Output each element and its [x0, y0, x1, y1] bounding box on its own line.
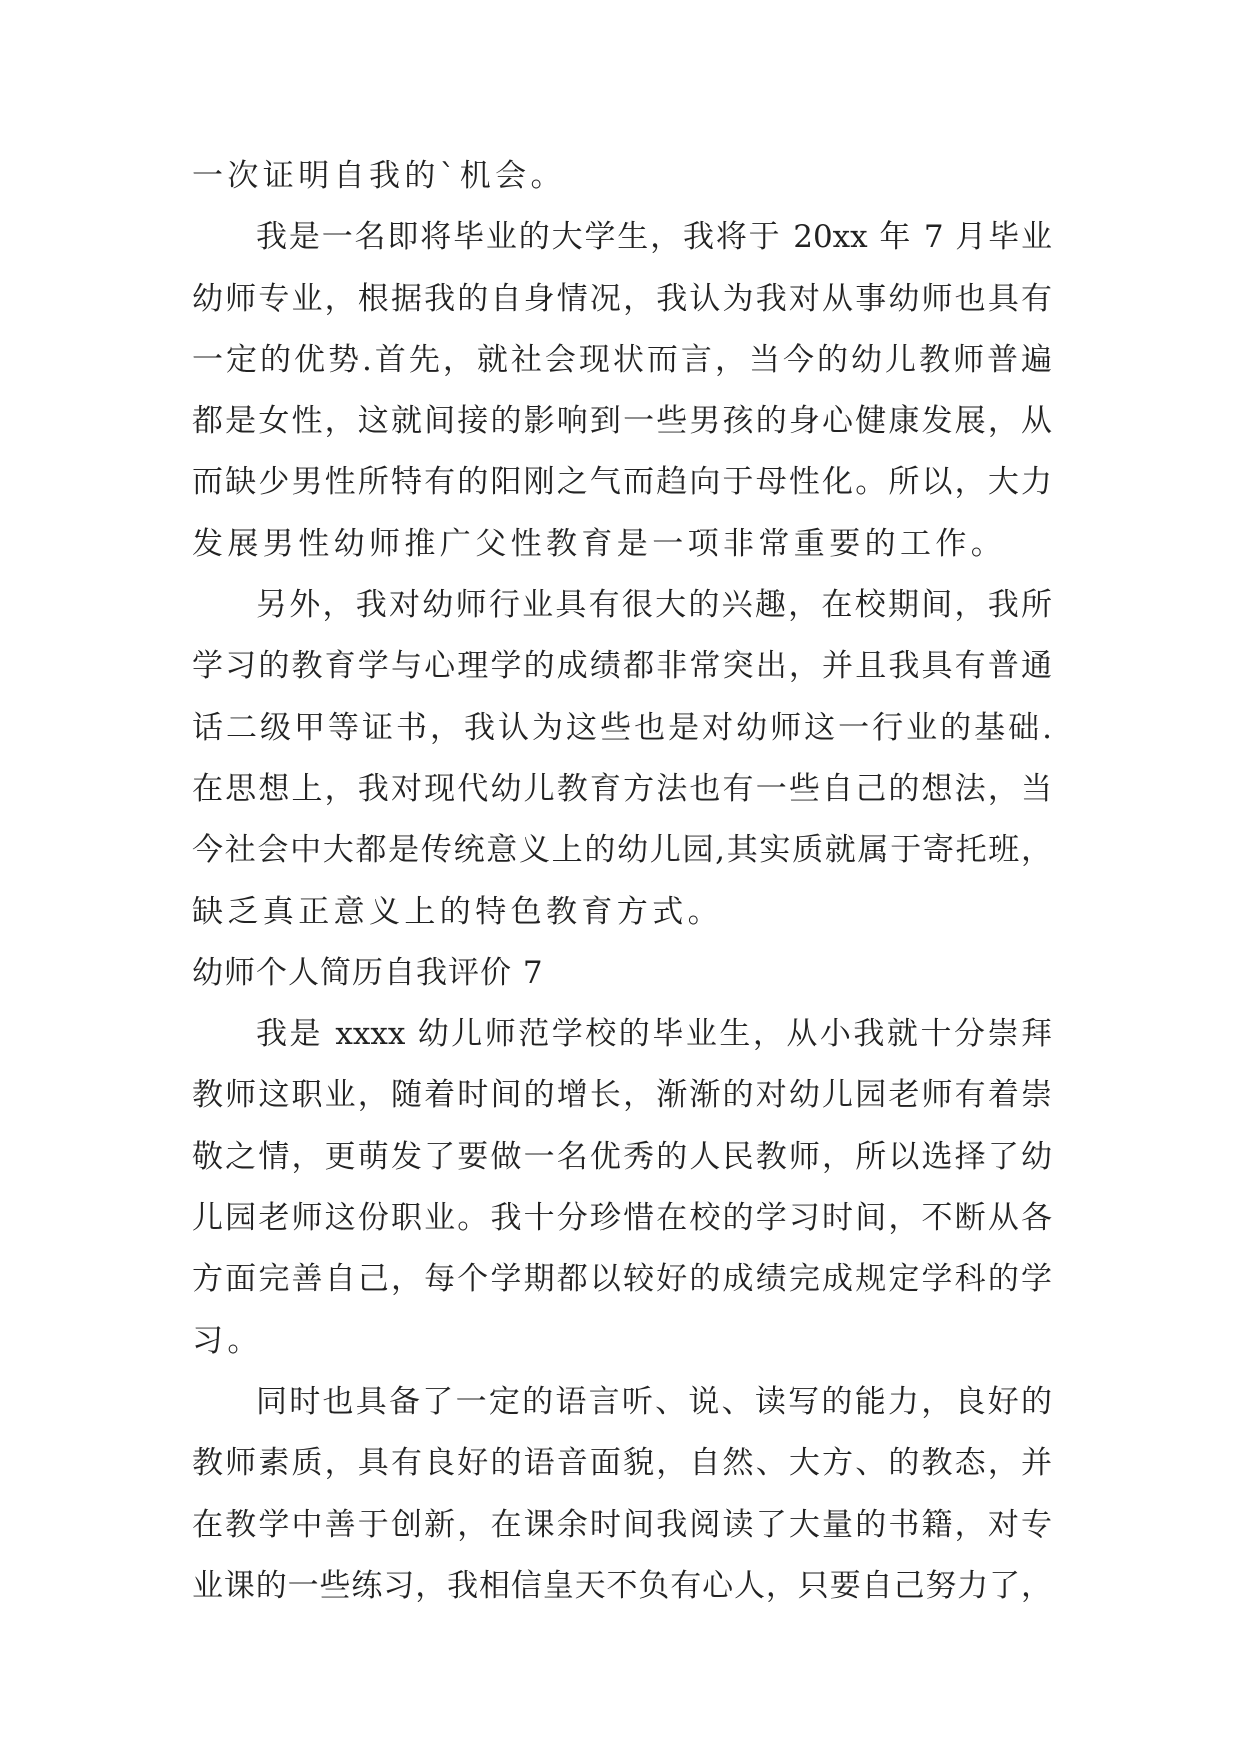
text-line: 都是女性，这就间接的影响到一些男孩的身心健康发展，从 [192, 403, 1052, 440]
text-line: 一定的优势.首先，就社会现状而言，当今的幼儿教师普遍 [192, 341, 1052, 378]
text-line: 话二级甲等证书，我认为这些也是对幼师这一行业的基础. [192, 709, 1052, 746]
text-line: 缺乏真正意义上的特色教育方式。 [192, 893, 723, 930]
text-line: 敬之情，更萌发了要做一名优秀的人民教师，所以选择了幼 [192, 1138, 1052, 1175]
text-line: 儿园老师这份职业。我十分珍惜在校的学习时间，不断从各 [192, 1200, 1052, 1237]
text-line: 在教学中善于创新，在课余时间我阅读了大量的书籍，对专 [192, 1506, 1052, 1543]
section-heading: 幼师个人简历自我评价 7 [192, 954, 544, 991]
text-line: 业课的一些练习，我相信皇天不负有心人，只要自己努力了， [192, 1567, 1052, 1604]
document-page [192, 146, 1052, 1617]
text-line: 教师这职业，随着时间的增长，渐渐的对幼儿园老师有着崇 [192, 1077, 1052, 1114]
paragraph-first-line: 我是一名即将毕业的大学生，我将于 20xx 年 7 月毕业 [256, 219, 1052, 256]
text-line: 在思想上，我对现代幼儿教育方法也有一些自己的想法，当 [192, 770, 1052, 807]
text-line: 一次证明自我的`机会。 [192, 158, 566, 194]
text-line: 幼师专业，根据我的自身情况，我认为我对从事幼师也具有 [192, 280, 1052, 317]
paragraph-first-line: 另外，我对幼师行业具有很大的兴趣，在校期间，我所 [256, 587, 1052, 624]
text-line: 习。 [192, 1322, 263, 1359]
text-line: 教师素质，具有良好的语音面貌，自然、大方、的教态，并 [192, 1445, 1052, 1482]
text-line: 发展男性幼师推广父性教育是一项非常重要的工作。 [192, 525, 1007, 562]
text-line: 而缺少男性所特有的阳刚之气而趋向于母性化。所以，大力 [192, 464, 1052, 501]
paragraph-first-line: 同时也具备了一定的语言听、说、读写的能力，良好的 [256, 1383, 1052, 1420]
text-line: 今社会中大都是传统意义上的幼儿园,其实质就属于寄托班， [192, 832, 1052, 869]
text-line: 学习的教育学与心理学的成绩都非常突出，并且我具有普通 [192, 648, 1052, 685]
paragraph-first-line: 我是 xxxx 幼儿师范学校的毕业生，从小我就十分崇拜 [256, 1016, 1052, 1053]
text-line: 方面完善自己，每个学期都以较好的成绩完成规定学科的学 [192, 1261, 1052, 1298]
